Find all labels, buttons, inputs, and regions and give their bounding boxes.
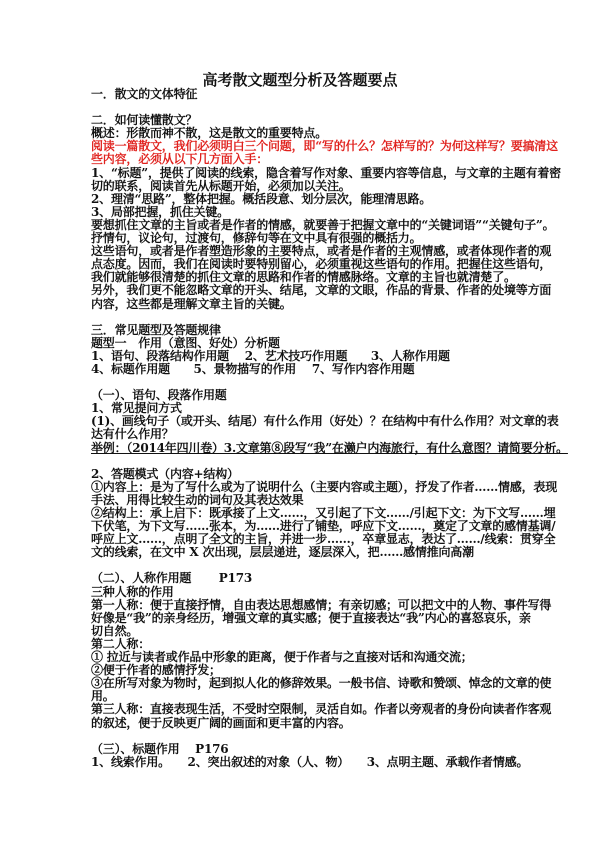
section-heading: （二）、人称作用题 P173 bbox=[91, 571, 253, 586]
text-line: 3、局部把握，抓住关键。 bbox=[91, 204, 229, 219]
text-line: 第三人称：直接表现生活，不受时空限制，灵活自如。作者以旁观者的身份向读者作客观 bbox=[91, 702, 552, 717]
text-line: 点态度。因而，我们在阅读时要特别留心，必须重视这些语句的作用。把握住这些语句， bbox=[91, 257, 552, 272]
section-heading: 二．如何读懂散文？ bbox=[91, 113, 198, 128]
text-line: 呼应上文……，点明了全文的主旨，并进一步……，卒章显志，表达了……/线索：贯穿全 bbox=[91, 532, 556, 547]
emphasis-line: 些内容，必须从以下几方面入手： bbox=[91, 152, 269, 167]
document-title: 高考散文题型分析及答题要点 bbox=[202, 71, 398, 89]
text-line: 三种人称的作用 bbox=[91, 584, 174, 599]
text-line: 下伏笔，为下文写……张本，为……进行了铺垫，呼应下文……，奠定了文章的感情基调/ bbox=[91, 519, 556, 534]
text-line: ③在所写对象为物时，起到拟人化的修辞效果。一般书信、诗歌和赞颂、悼念的文章的使 bbox=[91, 676, 552, 691]
text-line: ①内容上：是为了写什么或为了说明什么（主要内容或主题），抒发了作者……情感，表现 bbox=[91, 479, 558, 494]
text-line: 文的线索，在文中 X 次出现，层层递进，逐层深入，把……感情推向高潮 bbox=[91, 545, 474, 560]
text-line: 1、“标题”，提供了阅读的线索，隐含着写作对象、重要内容等信息，与文章的主题有着密 bbox=[91, 165, 561, 180]
text-line: 1、常见提问方式 bbox=[91, 401, 182, 416]
section-heading: 一．散文的文体特征 bbox=[91, 87, 198, 101]
text-line: 用。 bbox=[91, 689, 115, 704]
text-line: 另外，我们更不能忽略文章的开头、结尾，文章的文眼，作品的背景、作者的处境等方面 bbox=[91, 283, 552, 298]
text-line: 概述：形散而神不散，这是散文的重要特点。 bbox=[91, 126, 328, 141]
text-line: (1)、画线句子（或开头、结尾）有什么作用（好处）？在结构中有什么作用？对文章的表 bbox=[91, 414, 559, 429]
text-line: 切的联系，阅读首先从标题开始，必须加以关注。 bbox=[91, 178, 351, 193]
text-line: ②结构上：承上启下：既承接了上文……，又引起了下文……/引起下文：为下文写……埋 bbox=[91, 506, 556, 520]
text-line: ②便于作者的感情抒发； bbox=[91, 663, 221, 678]
text-line: 第二人称： bbox=[91, 636, 151, 651]
text-line: ① 拉近与读者或作品中形象的距离，便于作者与之直接对话和沟通交流； bbox=[91, 650, 473, 665]
text-line: 2、答题模式（内容+结构） bbox=[91, 466, 239, 481]
text-line: 题型一 作用（意图、好处）分析题 bbox=[91, 335, 280, 350]
text-line: 1、语句、段落结构作用题 2、艺术技巧作用题 3、人称作用题 bbox=[91, 348, 450, 363]
section-heading: （一）、语句、段落作用题 bbox=[91, 388, 227, 403]
text-line: 好像是“我”的亲身经历，增强文章的真实感；便于直接表达“我”内心的喜怒哀乐，亲 bbox=[91, 610, 531, 625]
text-line: 手法、用得比较生动的词句及其表达效果 bbox=[91, 492, 304, 507]
text-line: 2、理清“思路”，整体把握。概括段意、划分层次，能理清思路。 bbox=[91, 191, 432, 206]
text-line: 的叙述，便于反映更广阔的画面和更丰富的内容。 bbox=[91, 715, 351, 730]
text-line: 抒情句，议论句，过渡句，修辞句等在文中具有很强的概括力。 bbox=[91, 231, 422, 246]
section-heading: 三．常见题型及答题规律 bbox=[91, 322, 221, 337]
text-line: 1、线索作用。 2、突出叙述的对象（人、物） 3、点明主题、承载作者情感。 bbox=[91, 754, 529, 769]
document-body bbox=[91, 88, 571, 769]
emphasis-line: 阅读一篇散文，我们必须明白三个问题，即“写的什么？怎样写的？为何这样写？要搞清这 bbox=[91, 139, 558, 154]
blank-line bbox=[91, 455, 571, 468]
text-line: 要想抓住文章的主旨或者是作者的情感，就要善于把握文章中的“关键词语”“关键句子”。 bbox=[91, 217, 555, 232]
blank-line bbox=[91, 730, 571, 743]
text-line: 内容，这些都是理解文章主旨的关键。 bbox=[91, 296, 292, 311]
text-line: 这些语句，或者是作者塑造形象的主要特点，或者是作者的主观情感，或者体现作者的观 bbox=[91, 244, 552, 259]
text-line: 我们就能够很清楚的抓住文章的思路和作者的情感脉络。文章的主旨也就清楚了。 bbox=[91, 270, 516, 285]
example-line: 举例：（2014年四川卷）3.文章第⑧段写“我”在濑户内海旅行，有什么意图？请简要分析。 bbox=[91, 440, 568, 455]
text-line: 4、标题作用题 5、景物描写的作用 7、写作内容作用题 bbox=[91, 361, 415, 376]
section-heading: （三）、标题作用 P176 bbox=[91, 741, 229, 756]
text-line: 达有什么作用？ bbox=[91, 427, 174, 442]
blank-line bbox=[91, 311, 571, 324]
text-line: 切自然。 bbox=[91, 623, 139, 638]
text-line: 第一人称：便于直接抒情，自由表达思想感情；有亲切感；可以把文中的人物、事件写得 bbox=[91, 597, 552, 612]
